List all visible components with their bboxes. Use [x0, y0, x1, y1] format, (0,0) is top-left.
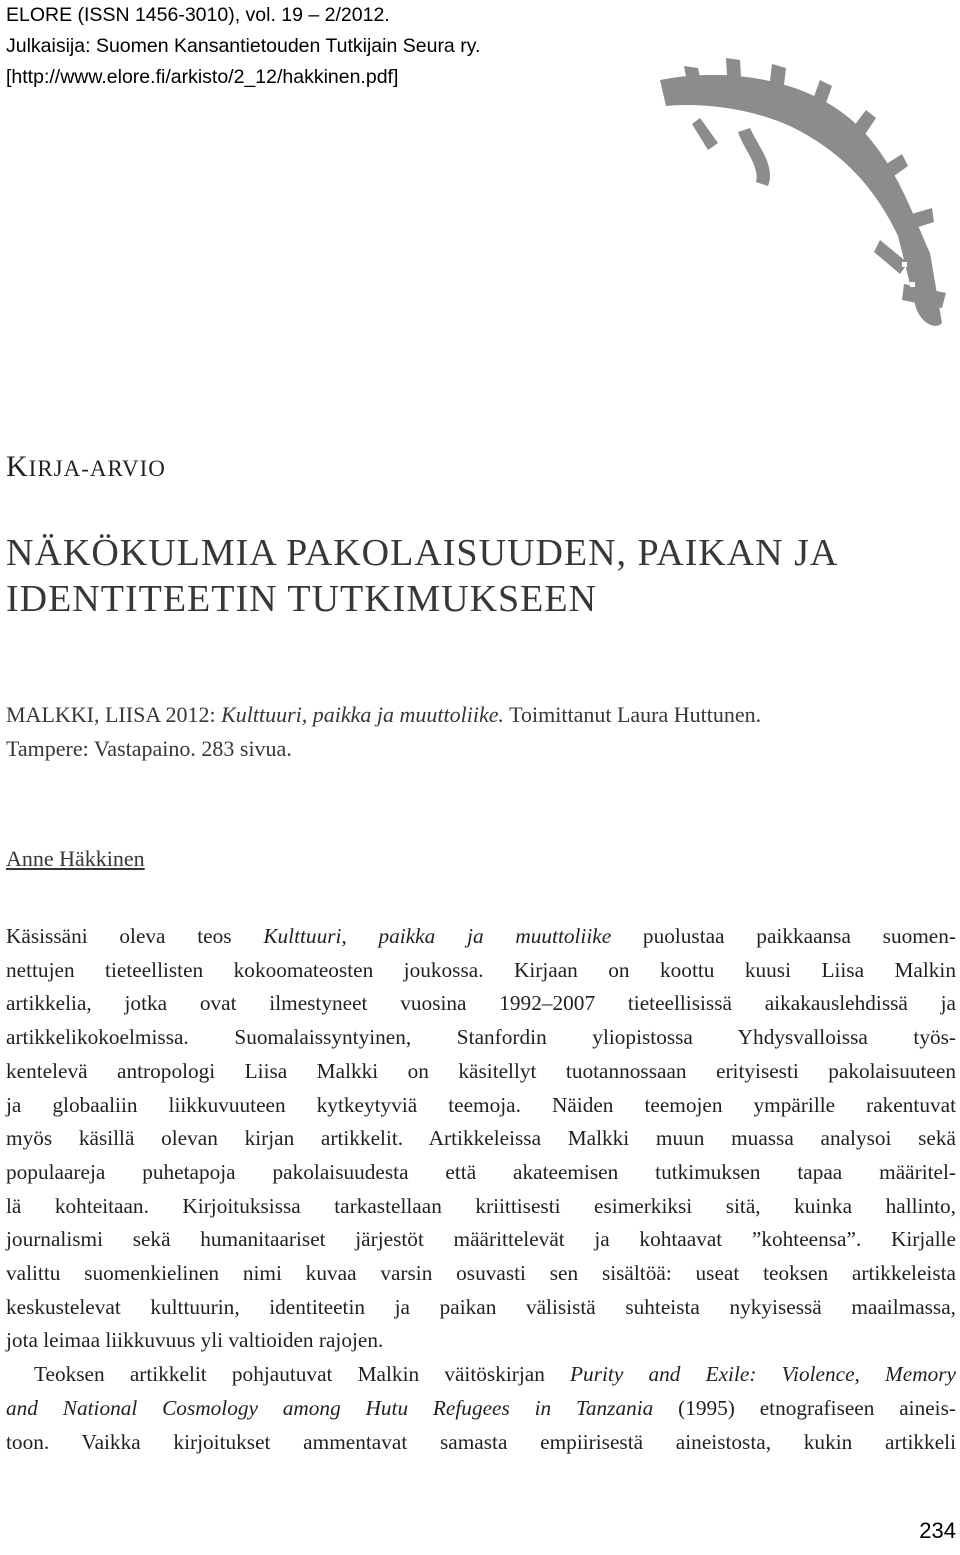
review-body: [6, 920, 956, 1459]
paragraph-line: artikkelia, jotka ovat ilmestyneet vuosina 1992–2007 tieteellisissä aikakauslehdissä ja: [6, 991, 956, 1016]
paragraph-line: nettujen tieteellisten kokoomateosten joukossa. Kirjaan on koottu kuusi Liisa Malkin: [6, 957, 956, 982]
paragraph-line: [6, 920, 956, 954]
paragraph-line: ja globaaliin liikkuvuuteen kytkeytyviä teemoja. Näiden teemojen ympärille rakentuvat: [6, 1092, 956, 1117]
journal-header: [6, 0, 480, 93]
biblio-line: [6, 698, 956, 732]
pdf-url[interactable]: [http://www.elore.fi/arkisto/2_12/hakkinen.pdf]: [6, 66, 399, 88]
journal-citation: ELORE (ISSN 1456-3010), vol. 19 – 2/2012.: [6, 4, 390, 26]
paragraph-line: [6, 1358, 956, 1392]
paragraph-line: myös käsillä olevan kirjan artikkelit. Artikkeleissa Malkki muun muassa analysoi sekä: [6, 1126, 956, 1151]
paragraph-line: journalismi sekä humanitaariset järjestöt määrittelevät ja kohtaavat ”kohteensa”. Kirjalle: [6, 1227, 956, 1252]
page-number: 234: [919, 1518, 956, 1543]
section-label-initial: K: [6, 450, 29, 483]
paragraph-line: kentelevä antropologi Liisa Malkki on käsitellyt tuotannossaan erityisesti pakolaisuuteen: [6, 1058, 956, 1083]
paragraph-line: jota leimaa liikkuvuus yli valtioiden rajojen.: [6, 1328, 384, 1353]
reviewer-name[interactable]: Anne Häkkinen: [6, 846, 145, 871]
book-editor: Toimittanut Laura Huttunen.: [504, 702, 762, 727]
book-title: Kulttuuri, paikka ja muuttoliike.: [221, 702, 505, 727]
bibliographic-info: [6, 698, 956, 766]
text-span: Teoksen artikkelit pohjautuvat Malkin väitöskirjan: [34, 1362, 571, 1387]
dissertation-title-italic: and National Cosmology among Hutu Refugees in Tanzania: [6, 1395, 654, 1420]
publisher-line: Julkaisija: Suomen Kansantietouden Tutkijain Seura ry.: [6, 35, 481, 57]
review-title: [6, 530, 946, 622]
text-span: puolustaa paikkaansa suomen-: [611, 924, 957, 948]
book-title-italic: Kulttuuri, paikka ja muuttoliike: [263, 924, 612, 948]
paragraph-line: populaareja puhetapoja pakolaisuudesta että akateemisen tutkimuksen tapaa määritel-: [6, 1159, 956, 1184]
book-authors: MALKKI, LIISA 2012:: [6, 702, 222, 727]
dissertation-title-italic: Purity and Exile: Violence, Memory: [570, 1362, 956, 1387]
review-title-line: IDENTITEETIN TUTKIMUKSEEN: [6, 578, 598, 620]
section-label: [6, 450, 166, 484]
paragraph-line: valittu suomenkielinen nimi kuvaa varsin osuvasti sen sisältöä: useat teoksen artikkeleista: [6, 1261, 956, 1286]
paragraph-line: [6, 1392, 956, 1426]
section-label-rest: IRJA-ARVIO: [28, 456, 166, 481]
text-span: Käsissäni oleva teos: [6, 924, 264, 948]
paragraph-line: toon. Vaikka kirjoitukset ammentavat samasta empiirisestä aineistosta, kukin artikkeli: [6, 1429, 956, 1454]
reindeer-antler-logo: [640, 58, 960, 338]
paragraph-line: artikkelikokoelmissa. Suomalaissyntyinen, Stanfordin yliopistossa Yhdysvalloissa työs-: [6, 1025, 956, 1050]
paragraph-line: keskustelevat kulttuurin, identiteetin ja paikan välisistä suhteista nykyisessä maailmassa,: [6, 1294, 956, 1319]
review-title-line: NÄKÖKULMIA PAKOLAISUUDEN, PAIKAN JA: [6, 532, 839, 574]
text-span: (1995) etnografiseen aineis-: [653, 1395, 956, 1420]
paragraph-line: lä kohteitaan. Kirjoituksissa tarkastellaan kriittisesti esimerkiksi sitä, kuinka hallinto,: [6, 1193, 956, 1218]
biblio-line: Tampere: Vastapaino. 283 sivua.: [6, 736, 292, 761]
